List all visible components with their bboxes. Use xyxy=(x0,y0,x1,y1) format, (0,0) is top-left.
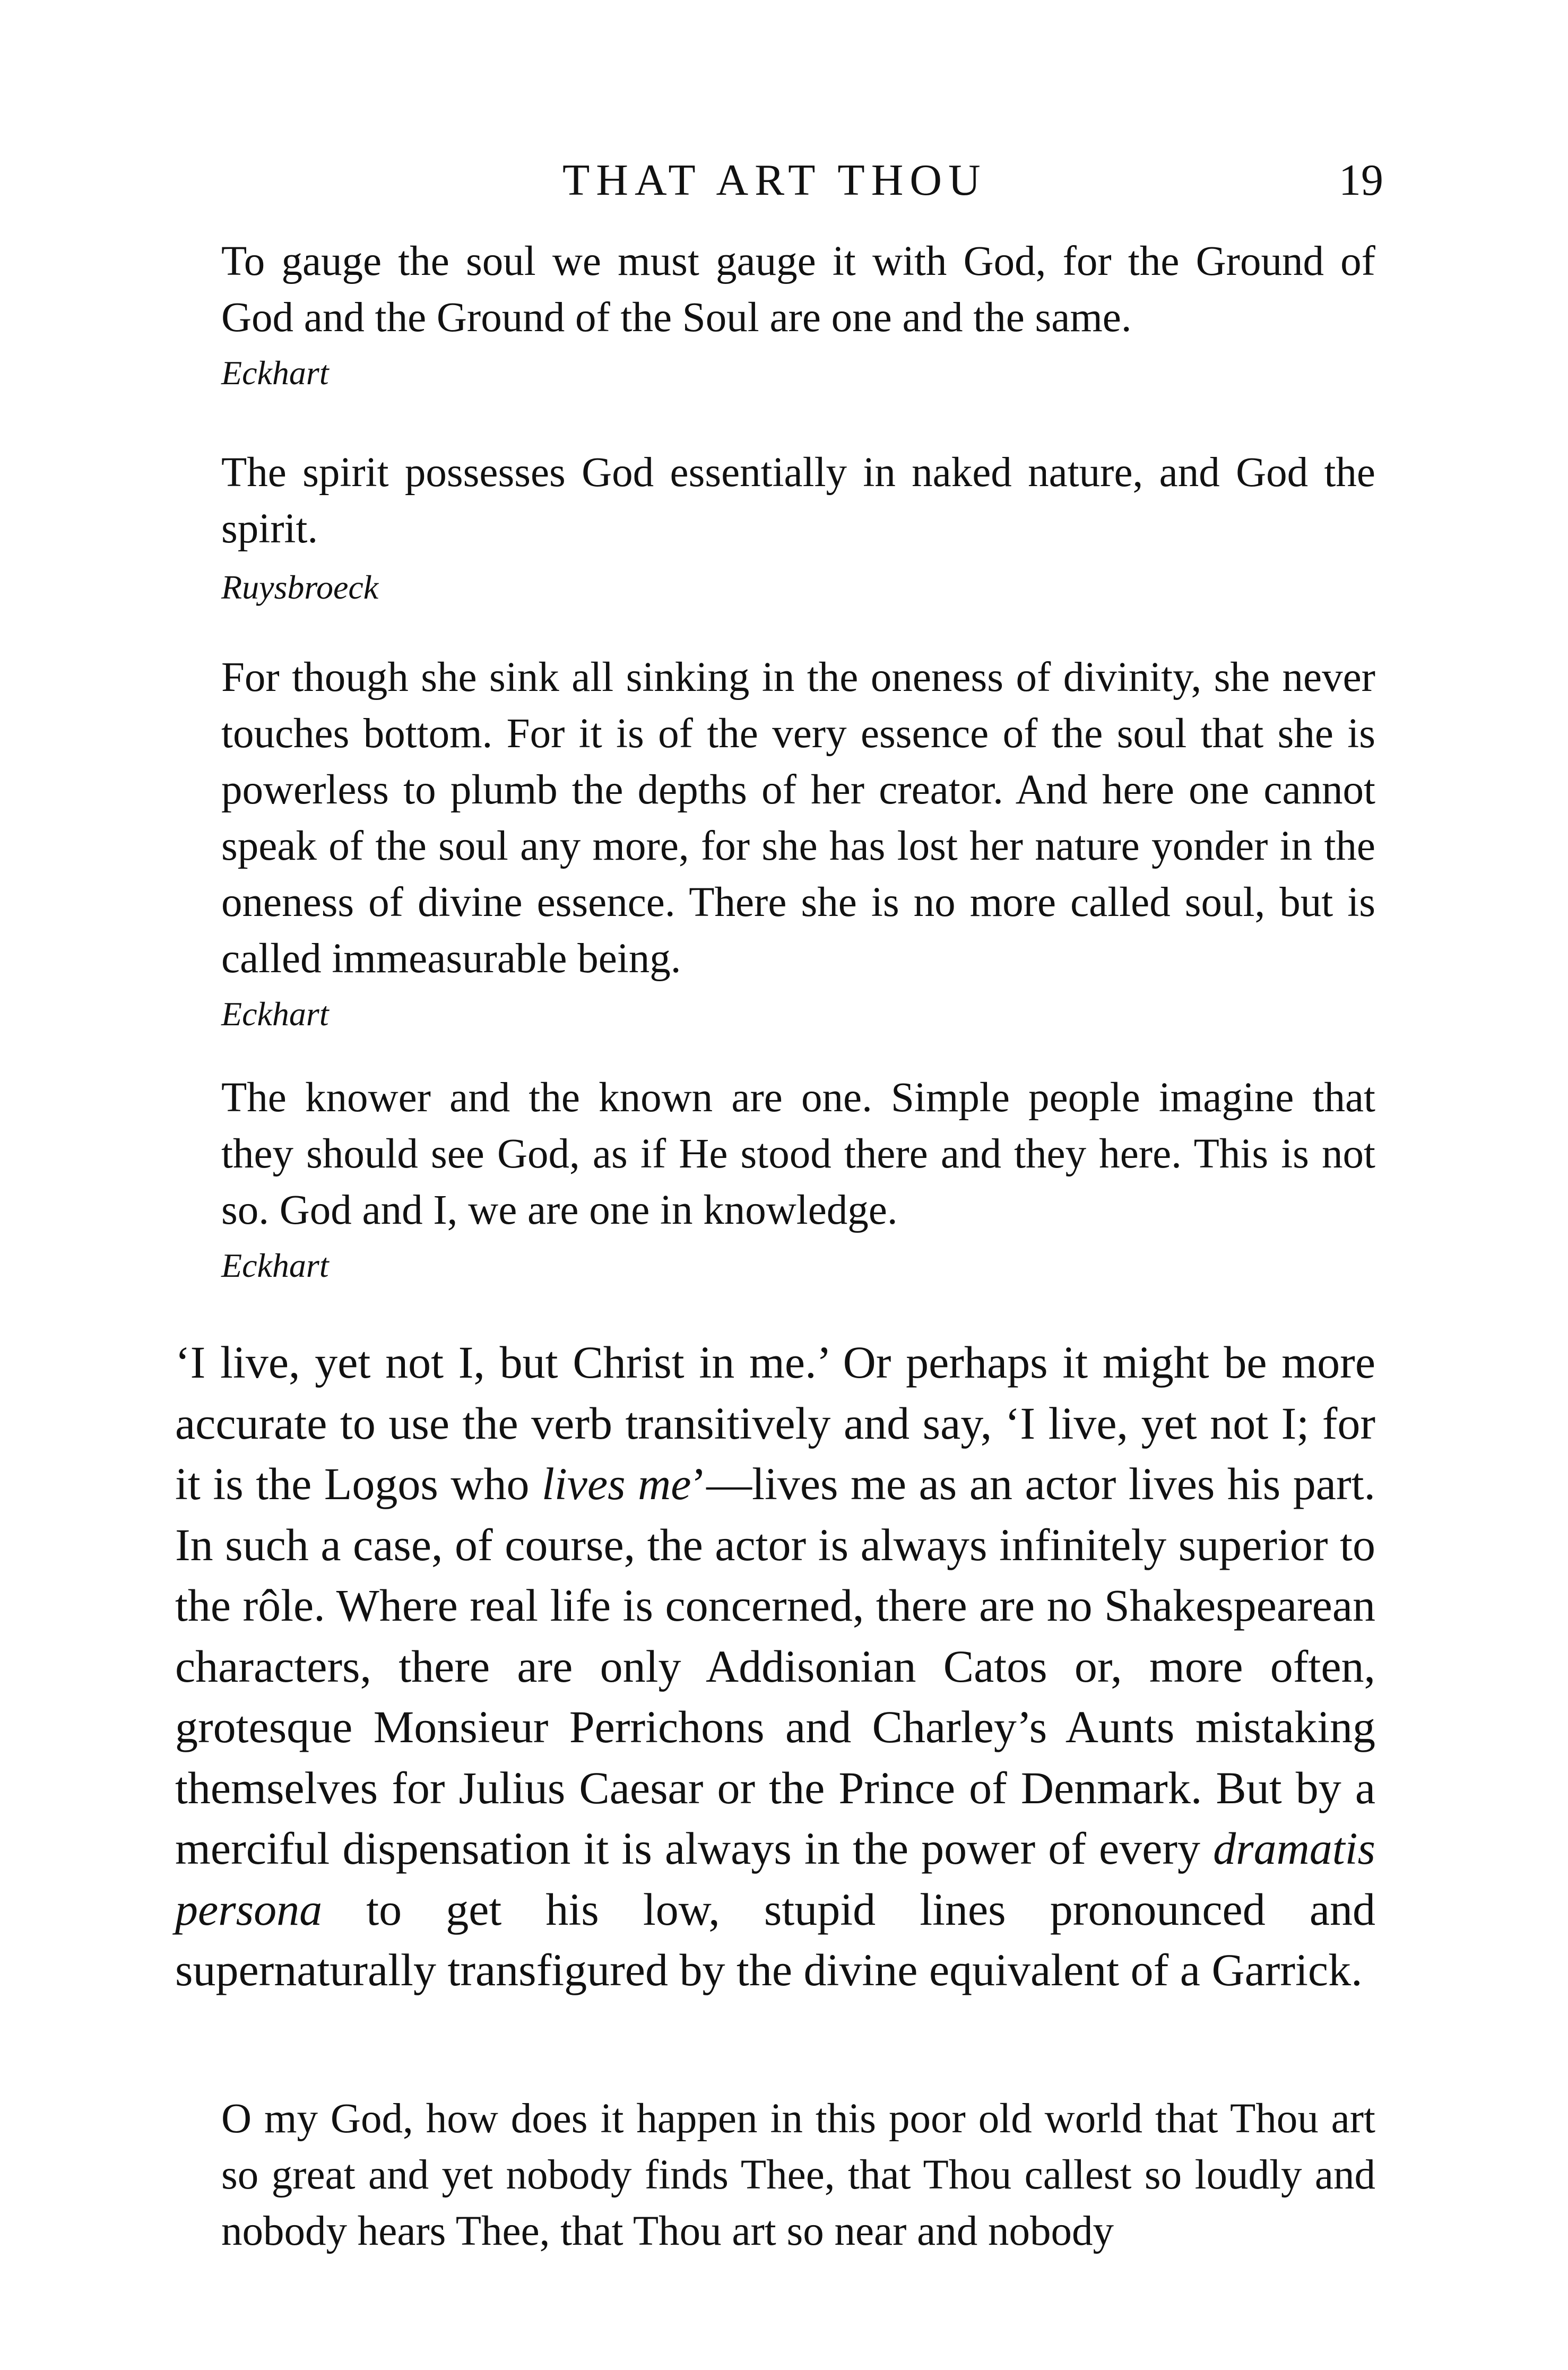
running-head xyxy=(0,154,1568,218)
quote-attribution: Eckhart xyxy=(221,354,329,392)
commentary-italic: dramatis persona xyxy=(175,1823,1375,1935)
quote-attribution: Ruysbroeck xyxy=(221,568,379,606)
quote-text: To gauge the soul we must gauge it with God, for the Ground of God and the Ground of the Soul are one and the same. xyxy=(221,238,1375,341)
quote-block-2 xyxy=(221,445,1375,613)
quote-text: The knower and the known are one. Simple people imagine that they should see God, as if He stood there and they here. This is not so. God and I, we are one in knowledge. xyxy=(221,1075,1375,1233)
commentary-text: to get his low, stupid lines pronounced and supernaturally transfigured by the divine equivalent of a Garrick. xyxy=(175,1883,1375,1995)
commentary-paragraph xyxy=(175,1332,1375,2001)
quote-attribution: Eckhart xyxy=(221,995,329,1033)
quote-text: O my God, how does it happen in this poor old world that Thou art so great and yet nobody finds Thee, that Thou callest so loudly and nobody hears Thee, that Thou art so near and nobody xyxy=(221,2096,1375,2254)
quote-attribution: Eckhart xyxy=(221,1247,329,1284)
commentary-text: ’—lives me as an actor lives his part. In such a case, of course, the actor is always infinitely superior to the rôle. Where real life is concerned, there are no Shakespearean characters, there are only Addisonian Catos or, more often, grotesque Monsieur Perrichons and Charley’s Aunts mistaking themselves for Julius Caesar or the Prince of Denmark. But by a merciful dispensation it is always in the power of every xyxy=(175,1458,1376,1874)
commentary-text: ‘I live, yet not I, but Christ in me.’ Or perhaps it might be more accurate to use the verb transitively and say, ‘I live, yet not I; for it is the Logos who xyxy=(175,1337,1375,1509)
running-title: THAT ART THOU xyxy=(562,155,987,205)
commentary-italic: lives me xyxy=(542,1458,691,1509)
quote-block-5 xyxy=(221,2091,1375,2260)
page-number: 19 xyxy=(1339,155,1383,205)
quote-text: The spirit possesses God essentially in naked nature, and God the spirit. xyxy=(221,449,1375,552)
quote-text: For though she sink all sinking in the oneness of divinity, she never touches bottom. For it is of the very essence of the soul that she is powerless to plumb the depths of her creator. And here one cannot speak of the soul any more, for she has lost her nature yonder in the oneness of divine essence. There she is no more called soul, but is called immeasurable being. xyxy=(221,654,1375,982)
quote-block-3 xyxy=(221,650,1375,1040)
quote-block-4 xyxy=(221,1070,1375,1292)
quote-block-1 xyxy=(221,233,1375,399)
